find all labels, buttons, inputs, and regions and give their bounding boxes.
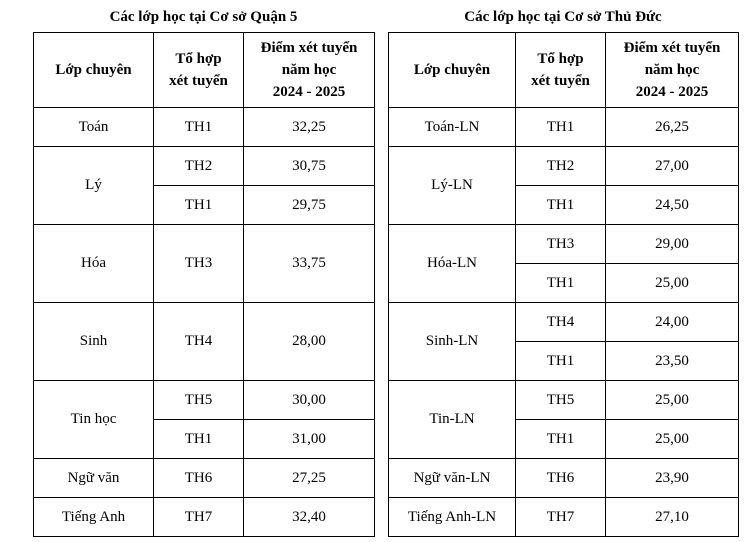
combo-cell: TH3 — [516, 225, 606, 264]
class-cell: Toán — [34, 108, 154, 147]
table-quan-5 — [33, 32, 375, 537]
combo-cell: TH5 — [154, 381, 244, 420]
class-cell: Sinh — [34, 303, 154, 381]
score-cell: 23,50 — [606, 342, 739, 381]
score-cell: 30,00 — [244, 381, 375, 420]
score-cell: 32,40 — [244, 498, 375, 537]
header-to-hop-line2: xét tuyển — [169, 73, 228, 89]
score-cell: 29,75 — [244, 186, 375, 225]
combo-cell: TH3 — [154, 225, 244, 303]
table-row — [389, 108, 739, 147]
combo-cell: TH4 — [154, 303, 244, 381]
score-cell: 25,00 — [606, 381, 739, 420]
header-diem-line1: Điểm xét tuyển — [260, 40, 358, 56]
header-row — [34, 33, 375, 108]
score-cell: 28,00 — [244, 303, 375, 381]
score-cell: 25,00 — [606, 264, 739, 303]
score-cell: 25,00 — [606, 420, 739, 459]
table-row — [389, 147, 739, 186]
header-row — [389, 33, 739, 108]
score-cell: 30,75 — [244, 147, 375, 186]
combo-cell: TH5 — [516, 381, 606, 420]
table-row — [389, 303, 739, 342]
combo-cell: TH1 — [516, 342, 606, 381]
table-row — [389, 225, 739, 264]
score-cell: 26,25 — [606, 108, 739, 147]
header-to-hop — [154, 33, 244, 108]
combo-cell: TH2 — [516, 147, 606, 186]
class-cell: Lý-LN — [389, 147, 516, 225]
table-row — [389, 381, 739, 420]
class-cell: Lý — [34, 147, 154, 225]
class-cell: Hóa — [34, 225, 154, 303]
score-cell: 32,25 — [244, 108, 375, 147]
class-cell: Tiếng Anh-LN — [389, 498, 516, 537]
header-to-hop-line1: Tổ hợp — [537, 51, 584, 67]
combo-cell: TH1 — [154, 108, 244, 147]
score-cell: 23,90 — [606, 459, 739, 498]
class-cell: Ngữ văn-LN — [389, 459, 516, 498]
combo-cell: TH1 — [516, 108, 606, 147]
combo-cell: TH1 — [516, 186, 606, 225]
table-row — [34, 498, 375, 537]
combo-cell: TH1 — [516, 420, 606, 459]
score-cell: 27,10 — [606, 498, 739, 537]
class-cell: Tiếng Anh — [34, 498, 154, 537]
score-cell: 31,00 — [244, 420, 375, 459]
table-row — [34, 225, 375, 303]
header-diem — [606, 33, 739, 108]
table-row — [34, 108, 375, 147]
score-cell: 27,25 — [244, 459, 375, 498]
combo-cell: TH6 — [154, 459, 244, 498]
class-cell: Toán-LN — [389, 108, 516, 147]
table-row — [389, 498, 739, 537]
header-to-hop — [516, 33, 606, 108]
score-cell: 33,75 — [244, 225, 375, 303]
header-diem-line2: năm học — [644, 62, 700, 78]
class-cell: Sinh-LN — [389, 303, 516, 381]
table-row — [34, 303, 375, 381]
score-cell: 27,00 — [606, 147, 739, 186]
combo-cell: TH1 — [154, 420, 244, 459]
class-cell: Tin học — [34, 381, 154, 459]
class-cell: Tin-LN — [389, 381, 516, 459]
class-cell: Hóa-LN — [389, 225, 516, 303]
combo-cell: TH2 — [154, 147, 244, 186]
header-to-hop-line1: Tổ hợp — [175, 51, 222, 67]
title-thu-duc: Các lớp học tại Cơ sở Thủ Đức — [464, 9, 662, 25]
combo-cell: TH7 — [516, 498, 606, 537]
table-row — [34, 147, 375, 186]
table-thu-duc — [388, 32, 739, 537]
header-diem-line3: 2024 - 2025 — [272, 84, 346, 100]
score-cell: 29,00 — [606, 225, 739, 264]
header-diem-line3: 2024 - 2025 — [635, 84, 709, 100]
table-row — [34, 459, 375, 498]
table-row — [389, 459, 739, 498]
header-diem-line1: Điểm xét tuyển — [623, 40, 721, 56]
combo-cell: TH6 — [516, 459, 606, 498]
title-quan-5: Các lớp học tại Cơ sở Quận 5 — [109, 9, 298, 25]
combo-cell: TH1 — [516, 264, 606, 303]
header-diem — [244, 33, 375, 108]
combo-cell: TH7 — [154, 498, 244, 537]
header-to-hop-line2: xét tuyển — [531, 73, 590, 89]
combo-cell: TH4 — [516, 303, 606, 342]
score-cell: 24,50 — [606, 186, 739, 225]
table-row — [34, 381, 375, 420]
class-cell: Ngữ văn — [34, 459, 154, 498]
header-diem-line2: năm học — [281, 62, 337, 78]
score-cell: 24,00 — [606, 303, 739, 342]
combo-cell: TH1 — [154, 186, 244, 225]
header-lop-chuyen: Lớp chuyên — [34, 33, 154, 108]
header-lop-chuyen: Lớp chuyên — [389, 33, 516, 108]
